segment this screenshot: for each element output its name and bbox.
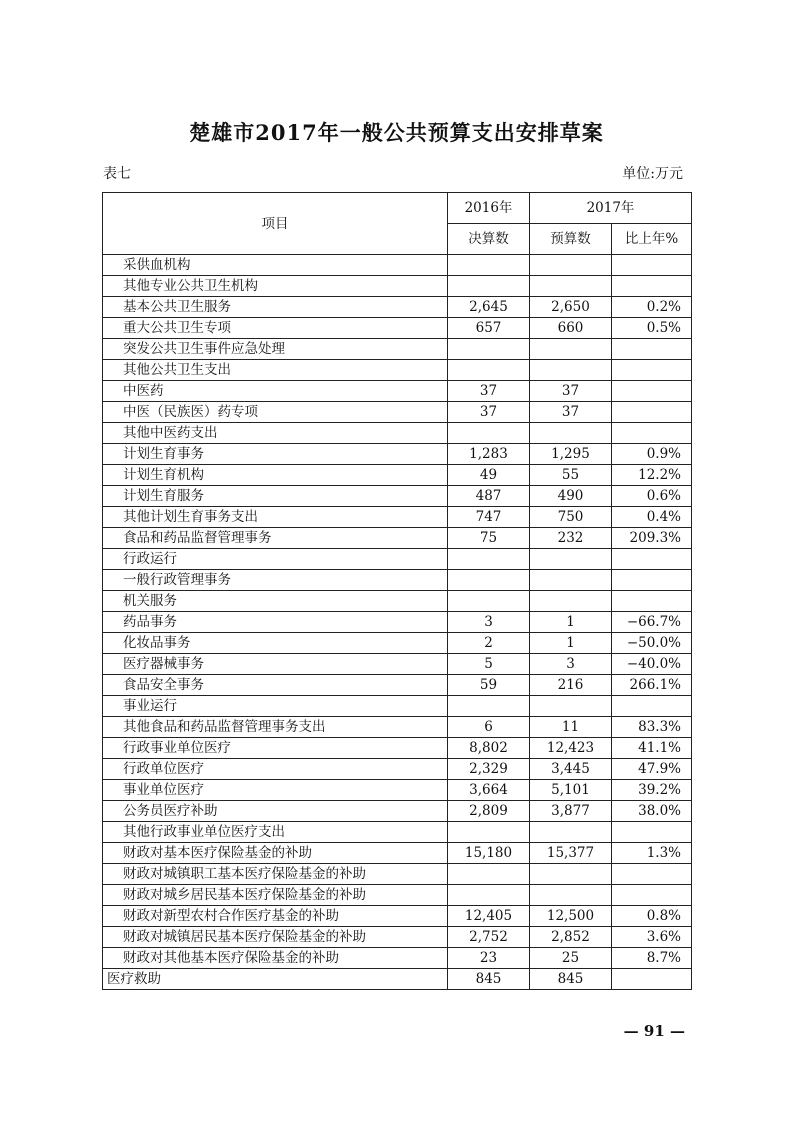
table-row <box>103 465 692 486</box>
row-item-name: 化妆品事务 <box>103 633 448 654</box>
row-budget-2017: 5,101 <box>530 780 612 801</box>
table-row <box>103 255 692 276</box>
row-final-2016 <box>448 423 530 444</box>
row-change-percent: 0.2% <box>612 297 692 318</box>
table-row <box>103 759 692 780</box>
row-item-name: 财政对基本医疗保险基金的补助 <box>103 843 448 864</box>
table-row <box>103 402 692 423</box>
table-row <box>103 444 692 465</box>
row-change-percent: 0.4% <box>612 507 692 528</box>
row-item-name: 机关服务 <box>103 591 448 612</box>
row-budget-2017: 12,423 <box>530 738 612 759</box>
row-item-name: 其他食品和药品监督管理事务支出 <box>103 717 448 738</box>
row-final-2016: 5 <box>448 654 530 675</box>
row-budget-2017: 660 <box>530 318 612 339</box>
row-budget-2017: 37 <box>530 381 612 402</box>
row-budget-2017: 3,877 <box>530 801 612 822</box>
row-budget-2017: 15,377 <box>530 843 612 864</box>
row-change-percent: 266.1% <box>612 675 692 696</box>
row-item-name: 计划生育机构 <box>103 465 448 486</box>
row-item-name: 食品安全事务 <box>103 675 448 696</box>
row-change-percent: 0.9% <box>612 444 692 465</box>
row-change-percent <box>612 696 692 717</box>
row-change-percent: −50.0% <box>612 633 692 654</box>
row-change-percent: 38.0% <box>612 801 692 822</box>
row-change-percent <box>612 255 692 276</box>
row-final-2016 <box>448 591 530 612</box>
table-row <box>103 843 692 864</box>
row-budget-2017 <box>530 549 612 570</box>
row-item-name: 医疗器械事务 <box>103 654 448 675</box>
budget-table <box>102 192 692 990</box>
row-final-2016: 6 <box>448 717 530 738</box>
row-budget-2017 <box>530 570 612 591</box>
row-item-name: 重大公共卫生专项 <box>103 318 448 339</box>
row-item-name: 其他公共卫生支出 <box>103 360 448 381</box>
row-final-2016: 49 <box>448 465 530 486</box>
row-item-name: 行政事业单位医疗 <box>103 738 448 759</box>
row-change-percent: 0.5% <box>612 318 692 339</box>
row-final-2016 <box>448 276 530 297</box>
table-row <box>103 969 692 990</box>
row-budget-2017: 232 <box>530 528 612 549</box>
row-final-2016 <box>448 696 530 717</box>
row-budget-2017 <box>530 822 612 843</box>
row-item-name: 财政对城乡居民基本医疗保险基金的补助 <box>103 885 448 906</box>
row-final-2016 <box>448 339 530 360</box>
row-item-name: 行政运行 <box>103 549 448 570</box>
row-final-2016 <box>448 360 530 381</box>
row-item-name: 基本公共卫生服务 <box>103 297 448 318</box>
row-change-percent: 209.3% <box>612 528 692 549</box>
row-final-2016: 3 <box>448 612 530 633</box>
row-budget-2017 <box>530 885 612 906</box>
table-row <box>103 822 692 843</box>
row-change-percent: 39.2% <box>612 780 692 801</box>
row-item-name: 事业运行 <box>103 696 448 717</box>
row-final-2016: 23 <box>448 948 530 969</box>
row-change-percent <box>612 423 692 444</box>
row-final-2016: 75 <box>448 528 530 549</box>
table-row <box>103 381 692 402</box>
row-budget-2017: 1,295 <box>530 444 612 465</box>
row-item-name: 公务员医疗补助 <box>103 801 448 822</box>
row-change-percent <box>612 360 692 381</box>
table-row <box>103 948 692 969</box>
row-budget-2017: 1 <box>530 612 612 633</box>
row-item-name: 财政对其他基本医疗保险基金的补助 <box>103 948 448 969</box>
row-item-name: 中医药 <box>103 381 448 402</box>
table-row <box>103 780 692 801</box>
row-budget-2017 <box>530 591 612 612</box>
row-item-name: 医疗救助 <box>103 969 448 990</box>
row-change-percent: 1.3% <box>612 843 692 864</box>
row-item-name: 采供血机构 <box>103 255 448 276</box>
row-final-2016: 2,645 <box>448 297 530 318</box>
row-change-percent <box>612 381 692 402</box>
row-change-percent: 12.2% <box>612 465 692 486</box>
row-final-2016: 15,180 <box>448 843 530 864</box>
row-final-2016 <box>448 822 530 843</box>
table-row <box>103 591 692 612</box>
row-item-name: 中医（民族医）药专项 <box>103 402 448 423</box>
row-final-2016 <box>448 885 530 906</box>
header-item: 项目 <box>103 193 448 255</box>
table-row <box>103 717 692 738</box>
row-change-percent: 47.9% <box>612 759 692 780</box>
row-budget-2017: 1 <box>530 633 612 654</box>
row-budget-2017 <box>530 339 612 360</box>
table-row <box>103 864 692 885</box>
row-item-name: 财政对城镇居民基本医疗保险基金的补助 <box>103 927 448 948</box>
row-final-2016: 8,802 <box>448 738 530 759</box>
row-item-name: 一般行政管理事务 <box>103 570 448 591</box>
row-budget-2017: 2,650 <box>530 297 612 318</box>
row-change-percent <box>612 549 692 570</box>
row-item-name: 计划生育服务 <box>103 486 448 507</box>
row-budget-2017: 3,445 <box>530 759 612 780</box>
row-item-name: 行政单位医疗 <box>103 759 448 780</box>
page-number: — 91 — <box>623 1022 685 1040</box>
row-budget-2017 <box>530 360 612 381</box>
row-change-percent <box>612 864 692 885</box>
row-item-name: 财政对城镇职工基本医疗保险基金的补助 <box>103 864 448 885</box>
row-final-2016: 845 <box>448 969 530 990</box>
row-change-percent <box>612 591 692 612</box>
row-final-2016: 37 <box>448 402 530 423</box>
row-item-name: 财政对新型农村合作医疗基金的补助 <box>103 906 448 927</box>
row-budget-2017: 216 <box>530 675 612 696</box>
row-change-percent: 8.7% <box>612 948 692 969</box>
row-final-2016 <box>448 255 530 276</box>
row-final-2016: 37 <box>448 381 530 402</box>
table-row <box>103 738 692 759</box>
table-row <box>103 801 692 822</box>
table-row <box>103 696 692 717</box>
row-item-name: 食品和药品监督管理事务 <box>103 528 448 549</box>
row-budget-2017: 12,500 <box>530 906 612 927</box>
unit-label: 单位:万元 <box>622 166 683 182</box>
row-final-2016: 1,283 <box>448 444 530 465</box>
table-row <box>103 360 692 381</box>
row-item-name: 突发公共卫生事件应急处理 <box>103 339 448 360</box>
header-row <box>103 193 692 224</box>
table-row <box>103 318 692 339</box>
row-budget-2017 <box>530 255 612 276</box>
row-change-percent: −40.0% <box>612 654 692 675</box>
table-row <box>103 486 692 507</box>
row-change-percent <box>612 339 692 360</box>
row-final-2016: 12,405 <box>448 906 530 927</box>
table-row <box>103 276 692 297</box>
table-row <box>103 675 692 696</box>
row-final-2016 <box>448 864 530 885</box>
row-item-name: 事业单位医疗 <box>103 780 448 801</box>
row-final-2016: 747 <box>448 507 530 528</box>
row-item-name: 其他计划生育事务支出 <box>103 507 448 528</box>
table-row <box>103 927 692 948</box>
header-budget: 预算数 <box>530 224 612 255</box>
row-change-percent <box>612 822 692 843</box>
row-final-2016: 2,752 <box>448 927 530 948</box>
row-change-percent: 0.6% <box>612 486 692 507</box>
table-row <box>103 633 692 654</box>
row-change-percent: −66.7% <box>612 612 692 633</box>
row-change-percent: 83.3% <box>612 717 692 738</box>
row-budget-2017: 750 <box>530 507 612 528</box>
row-change-percent: 41.1% <box>612 738 692 759</box>
row-budget-2017 <box>530 276 612 297</box>
row-item-name: 其他专业公共卫生机构 <box>103 276 448 297</box>
header-2017: 2017年 <box>530 193 692 224</box>
table-row <box>103 885 692 906</box>
row-budget-2017: 2,852 <box>530 927 612 948</box>
row-budget-2017: 11 <box>530 717 612 738</box>
page-title: 楚雄市2017年一般公共预算支出安排草案 <box>189 120 604 145</box>
row-final-2016: 2,809 <box>448 801 530 822</box>
table-row <box>103 654 692 675</box>
row-final-2016: 59 <box>448 675 530 696</box>
row-change-percent <box>612 276 692 297</box>
row-change-percent <box>612 885 692 906</box>
row-budget-2017 <box>530 864 612 885</box>
row-budget-2017: 55 <box>530 465 612 486</box>
row-final-2016: 487 <box>448 486 530 507</box>
table-row <box>103 507 692 528</box>
table-row <box>103 528 692 549</box>
header-change: 比上年% <box>612 224 692 255</box>
row-item-name: 其他中医药支出 <box>103 423 448 444</box>
row-final-2016 <box>448 549 530 570</box>
row-final-2016 <box>448 570 530 591</box>
table-label: 表七 <box>103 166 131 182</box>
row-change-percent <box>612 969 692 990</box>
row-change-percent: 3.6% <box>612 927 692 948</box>
row-final-2016: 3,664 <box>448 780 530 801</box>
table-row <box>103 297 692 318</box>
table-row <box>103 423 692 444</box>
header-final: 决算数 <box>448 224 530 255</box>
table-row <box>103 612 692 633</box>
table-row <box>103 339 692 360</box>
row-final-2016: 2 <box>448 633 530 654</box>
header-2016: 2016年 <box>448 193 530 224</box>
row-budget-2017: 37 <box>530 402 612 423</box>
row-budget-2017: 25 <box>530 948 612 969</box>
row-budget-2017 <box>530 423 612 444</box>
table-row <box>103 549 692 570</box>
table-row <box>103 906 692 927</box>
row-change-percent <box>612 570 692 591</box>
row-change-percent: 0.8% <box>612 906 692 927</box>
table-row <box>103 570 692 591</box>
row-change-percent <box>612 402 692 423</box>
row-item-name: 药品事务 <box>103 612 448 633</box>
row-item-name: 其他行政事业单位医疗支出 <box>103 822 448 843</box>
row-final-2016: 2,329 <box>448 759 530 780</box>
row-final-2016: 657 <box>448 318 530 339</box>
row-budget-2017: 490 <box>530 486 612 507</box>
row-budget-2017: 845 <box>530 969 612 990</box>
row-budget-2017 <box>530 696 612 717</box>
row-item-name: 计划生育事务 <box>103 444 448 465</box>
row-budget-2017: 3 <box>530 654 612 675</box>
